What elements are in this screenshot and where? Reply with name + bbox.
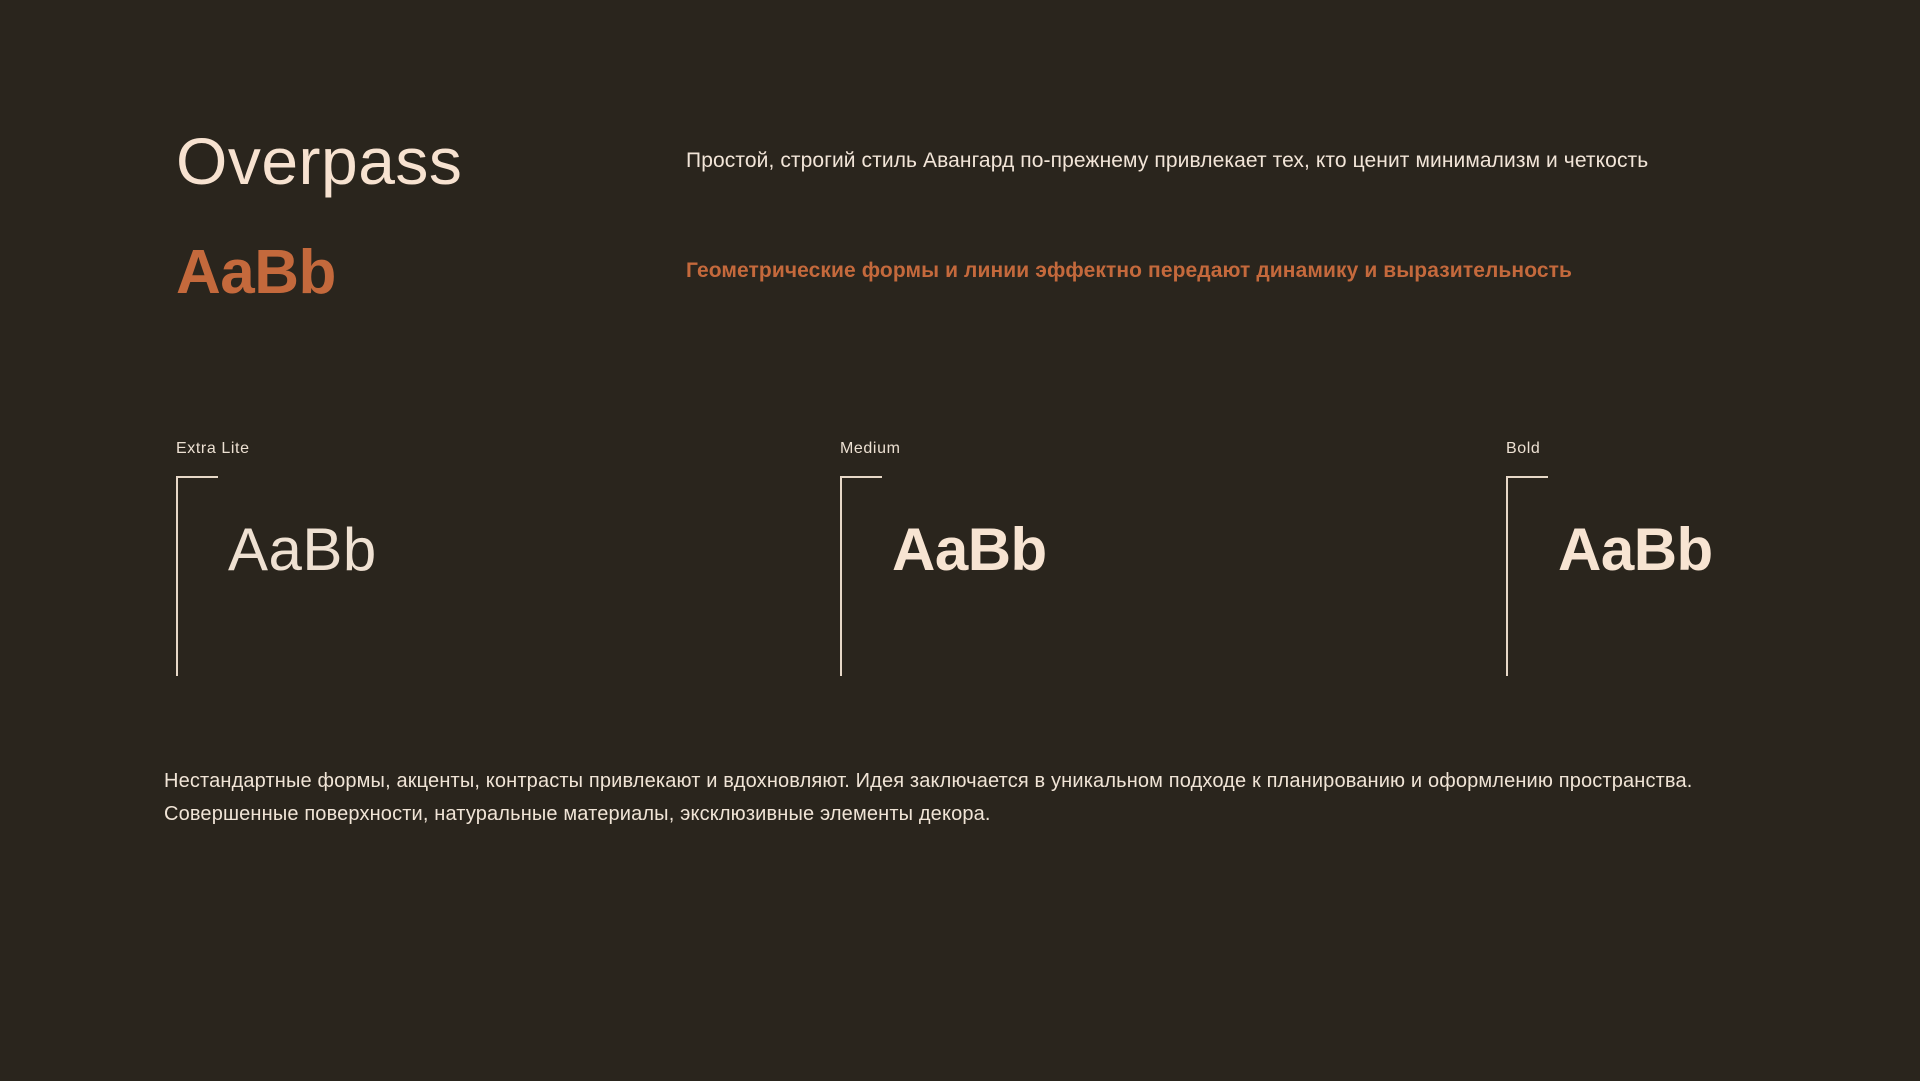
- specimen-right-column: [686, 128, 1776, 308]
- weight-sample-bold: AaBb: [1558, 516, 1713, 583]
- specimen-header: [176, 124, 1776, 308]
- weight-showcase: [176, 440, 1776, 700]
- weight-block-extra-lite: [176, 440, 377, 676]
- bracket-extra-lite: [176, 476, 377, 676]
- weight-label-extra-lite: Extra Lite: [176, 440, 250, 457]
- font-family-name: Overpass: [176, 124, 463, 198]
- weight-label-medium: Medium: [840, 440, 901, 457]
- footer-paragraph: Нестандартные формы, акценты, контрасты привлекают и вдохновляют. Идея заключается в уникальном подходе к планированию и оформлению пространства. Совершенные поверхности, натуральные материалы, эксклюзивные элементы декора.: [164, 770, 1693, 825]
- bracket-horizontal-rule: [1506, 476, 1548, 478]
- weight-label-bold: Bold: [1506, 440, 1541, 457]
- bracket-horizontal-rule: [840, 476, 882, 478]
- bracket-medium: [840, 476, 1047, 676]
- accent-letter-sample: AaBb: [176, 238, 336, 307]
- weight-block-medium: [840, 440, 1047, 676]
- weight-sample-medium: AaBb: [892, 516, 1047, 583]
- bracket-vertical-rule: [1506, 476, 1508, 676]
- weight-sample-extra-lite: AaBb: [228, 516, 377, 583]
- bracket-horizontal-rule: [176, 476, 218, 478]
- footer-block: [164, 765, 1784, 831]
- intro-paragraph: Простой, строгий стиль Авангард по-прежнему привлекает тех, кто ценит минимализм и четкость: [686, 149, 1649, 172]
- accent-paragraph: Геометрические формы и линии эффектно передают динамику и выразительность: [686, 259, 1573, 283]
- bracket-vertical-rule: [840, 476, 842, 676]
- bracket-bold: [1506, 476, 1713, 676]
- weight-block-bold: [1506, 440, 1713, 676]
- bracket-vertical-rule: [176, 476, 178, 676]
- specimen-left-column: [176, 124, 686, 307]
